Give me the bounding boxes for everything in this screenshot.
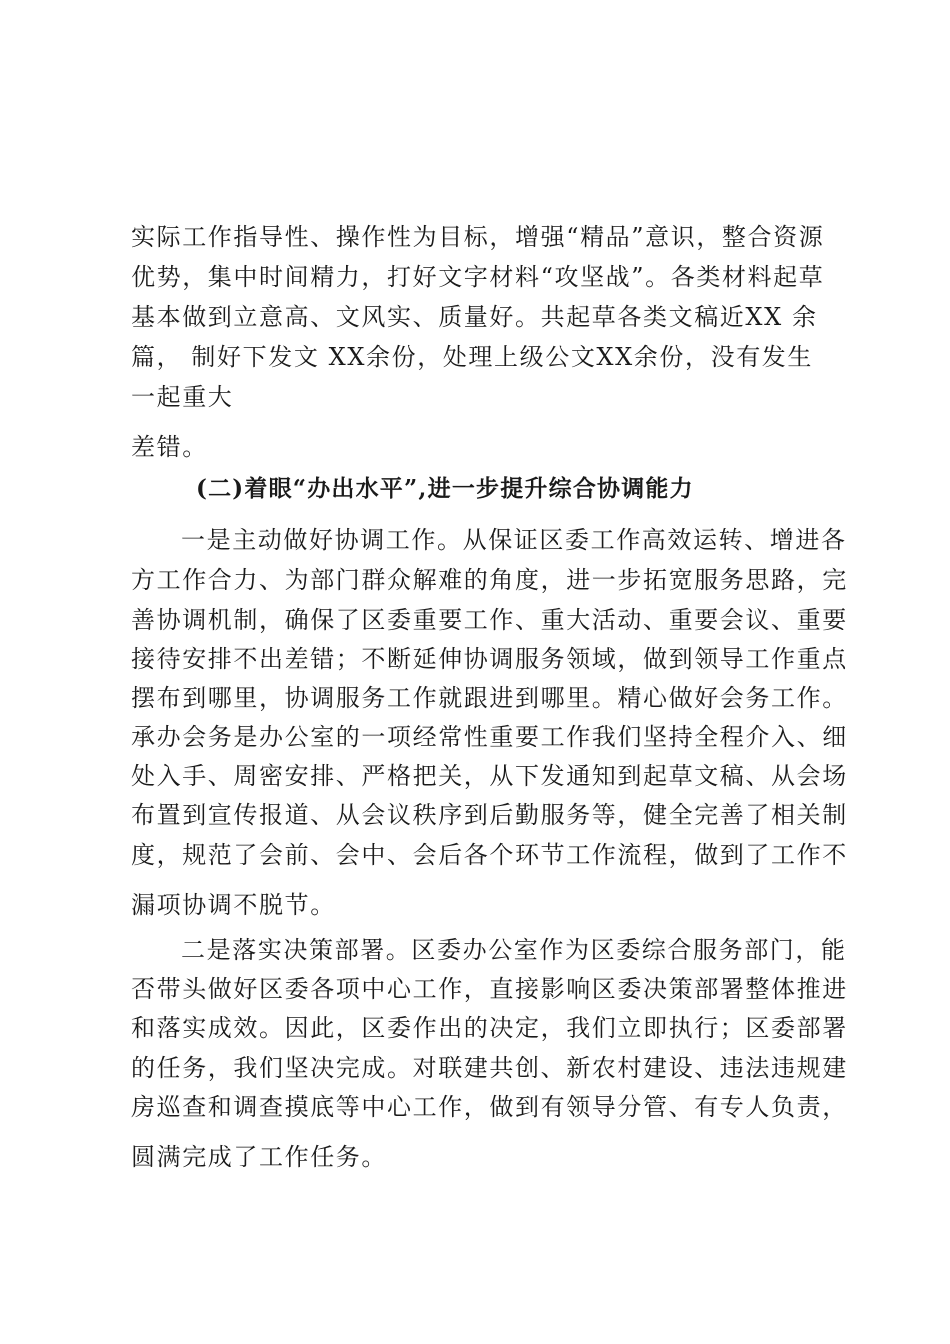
intro-line-3: 基本做到立意高、文风实、质量好。共起草各类文稿近XX 余 (131, 303, 818, 331)
section-heading: (二)着眼“办出水平”,进一步提升综合协调能力 (196, 475, 694, 502)
intro-line-4: 篇， 制好下发文 XX余份，处理上级公文XX余份，没有发生 (131, 343, 813, 371)
paragraph2-line-2: 否带头做好区委各项中心工作，直接影响区委决策部署整体推进 (131, 975, 848, 1003)
paragraph2-line-1: 二是落实决策部署。区委办公室作为区委综合服务部门，能 (181, 936, 847, 964)
paragraph1-line-2: 方工作合力、为部门群众解难的角度，进一步拓宽服务思路，完 (131, 566, 848, 594)
intro-line-5: 一起重大 (131, 383, 234, 411)
intro-line-6: 差错。 (131, 433, 208, 461)
paragraph1-line-7: 处入手、周密安排、严格把关，从下发通知到起草文稿、从会场 (131, 762, 848, 790)
intro-line-1: 实际工作指导性、操作性为目标，增强“精品”意识，整合资源 (131, 223, 825, 251)
paragraph2-line-3: 和落实成效。因此，区委作出的决定，我们立即执行；区委部署 (131, 1014, 848, 1042)
paragraph1-line-10: 漏项协调不脱节。 (131, 891, 336, 919)
paragraph2-line-6: 圆满完成了工作任务。 (131, 1143, 387, 1171)
paragraph1-line-5: 摆布到哪里，协调服务工作就跟进到哪里。精心做好会务工作。 (131, 684, 848, 712)
paragraph1-line-8: 布置到宣传报道、从会议秩序到后勤服务等，健全完善了相关制 (131, 801, 848, 829)
paragraph1-line-9: 度，规范了会前、会中、会后各个环节工作流程，做到了工作不 (131, 841, 848, 869)
paragraph2-line-5: 房巡查和调查摸底等中心工作，做到有领导分管、有专人负责， (131, 1093, 848, 1121)
paragraph1-line-6: 承办会务是办公室的一项经常性重要工作我们坚持全程介入、细 (131, 723, 848, 751)
paragraph1-line-1: 一是主动做好协调工作。从保证区委工作高效运转、增进各 (181, 526, 847, 554)
intro-line-2: 优势，集中时间精力，打好文字材料“攻坚战”。各类材料起草 (131, 263, 825, 291)
paragraph2-line-4: 的任务，我们坚决完成。对联建共创、新农村建设、违法违规建 (131, 1054, 848, 1082)
paragraph1-line-3: 善协调机制，确保了区委重要工作、重大活动、重要会议、重要 (131, 606, 848, 634)
paragraph1-line-4: 接待安排不出差错；不断延伸协调服务领域，做到领导工作重点 (131, 645, 848, 673)
